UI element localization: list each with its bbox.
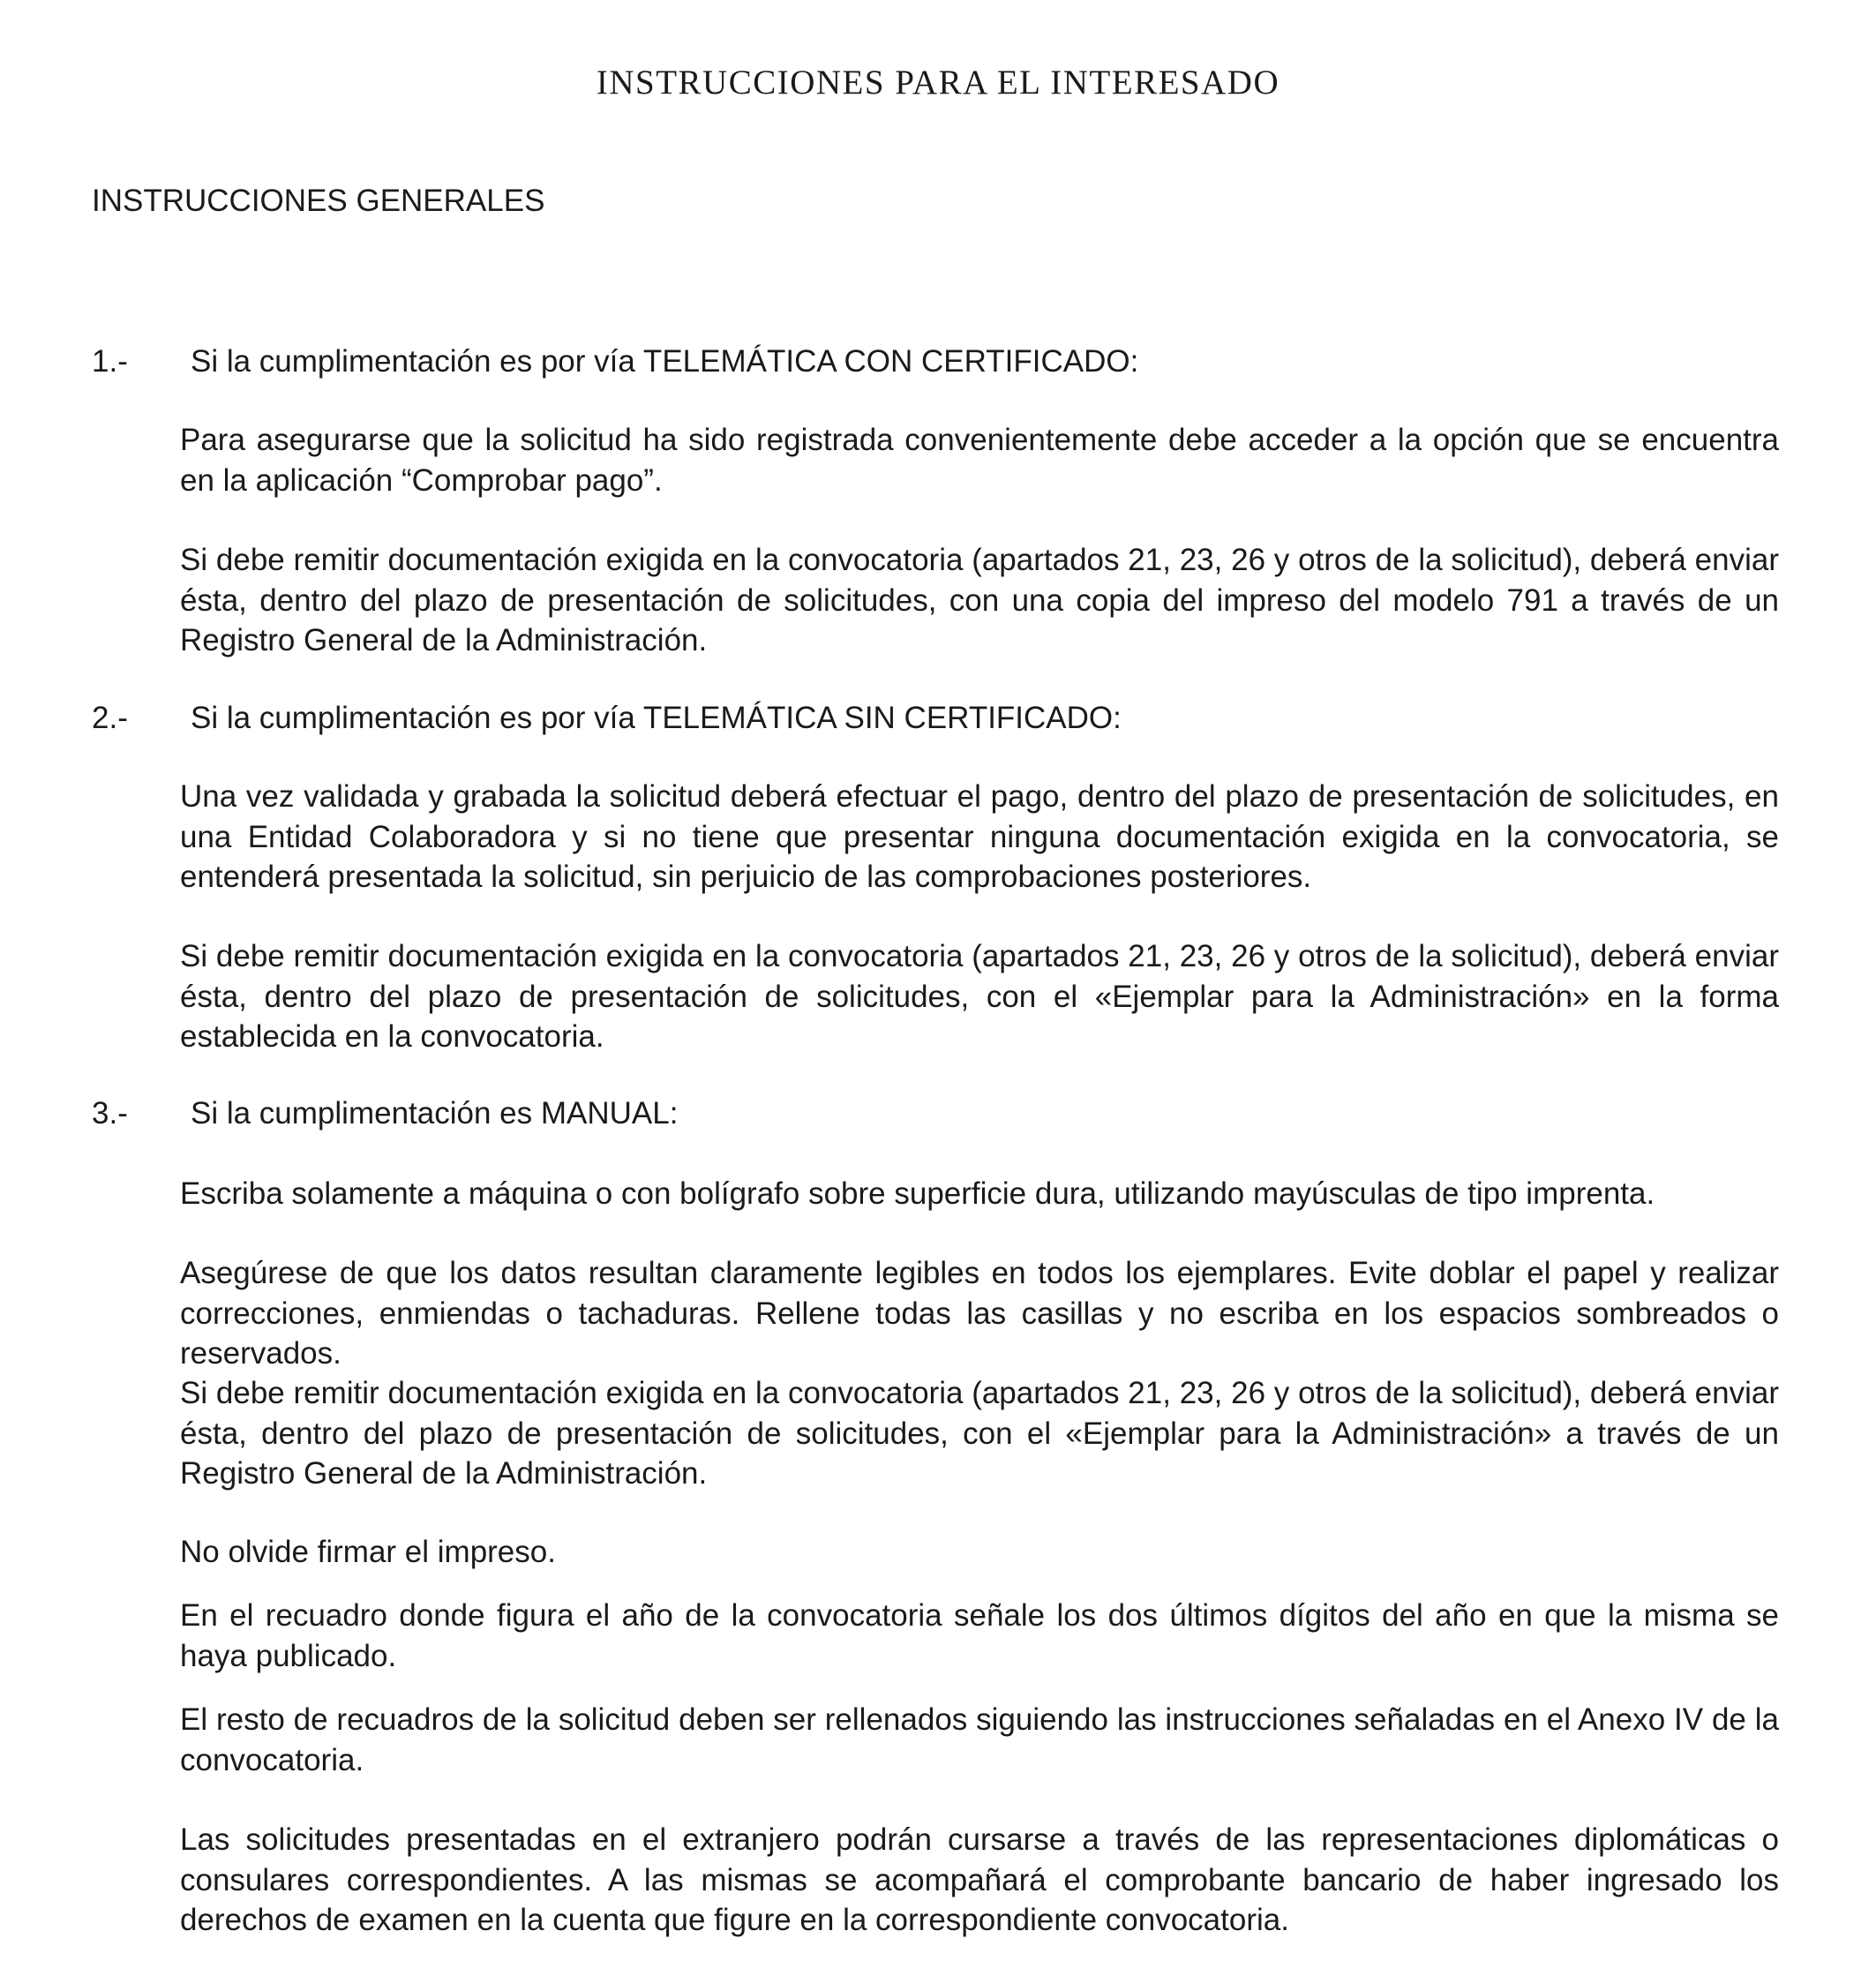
- item-1-paragraph-1: Para asegurarse que la solicitud ha sido registrada convenientemente debe acceder a la opción que se encuentra en la aplicación “Comprobar pago”.: [180, 423, 1779, 498]
- item-3-paragraph-3: Si debe remitir documentación exigida en la convocatoria (apartados 21, 23, 26 y otros de la solicitud), deberá enviar ésta, dentro del plazo de presentación de solicitudes, con el «Ejemplar para la Administración» a través de un Registro General de la Administración.: [180, 1376, 1779, 1491]
- item-3-paragraph-4: No olvide firmar el impreso.: [180, 1535, 556, 1569]
- item-2-paragraph-1: Una vez validada y grabada la solicitud deberá efectuar el pago, dentro del plazo de presentación de solicitudes, en una Entidad Colaboradora y si no tiene que presentar ninguna documentación exigida en la convocatoria, se entenderá presentada la solicitud, sin perjuicio de las comprobaciones posteriores.: [180, 779, 1779, 894]
- item-3-paragraph-6: El resto de recuadros de la solicitud deben ser rellenados siguiendo las instrucciones señaladas en el Anexo IV de la convocatoria.: [180, 1702, 1779, 1777]
- item-3-heading: [92, 1094, 678, 1133]
- item-3-paragraph-5: En el recuadro donde figura el año de la convocatoria señale los dos últimos dígitos del año en que la misma se haya publicado.: [180, 1598, 1779, 1673]
- item-1-paragraph-2: Si debe remitir documentación exigida en la convocatoria (apartados 21, 23, 26 y otros de la solicitud), deberá enviar ésta, dentro del plazo de presentación de solicitudes, con una copia del impreso del modelo 791 a través de un Registro General de la Administración.: [180, 543, 1779, 657]
- item-3-paragraph-7: Las solicitudes presentadas en el extranjero podrán cursarse a través de las representaciones diplomáticas o consulares correspondientes. A las mismas se acompañará el comprobante bancario de haber ingresado los derechos de examen en la cuenta que figure en la correspondiente convocatoria.: [180, 1822, 1779, 1937]
- item-2-title: Si la cumplimentación es por vía TELEMÁTICA SIN CERTIFICADO:: [191, 701, 1122, 735]
- item-3-paragraph-1: Escriba solamente a máquina o con bolígrafo sobre superficie dura, utilizando mayúsculas de tipo imprenta.: [180, 1176, 1655, 1211]
- item-1-heading: [92, 342, 1138, 381]
- item-3-paragraph-2: Asegúrese de que los datos resultan claramente legibles en todos los ejemplares. Evite doblar el papel y realizar correcciones, enmiendas o tachaduras. Rellene todas las casillas y no escriba en los espacios sombreados o reservados.: [180, 1256, 1779, 1371]
- item-1-title: Si la cumplimentación es por vía TELEMÁTICA CON CERTIFICADO:: [191, 344, 1139, 379]
- item-2-paragraph-2: Si debe remitir documentación exigida en la convocatoria (apartados 21, 23, 26 y otros de la solicitud), deberá enviar ésta, dentro del plazo de presentación de solicitudes, con el «Ejemplar para la Administración» en la forma establecida en la convocatoria.: [180, 939, 1779, 1054]
- item-2-number: 2.-: [92, 701, 128, 735]
- item-3-title: Si la cumplimentación es MANUAL:: [191, 1096, 679, 1131]
- item-2-heading: [92, 699, 1122, 738]
- item-3-number: 3.-: [92, 1096, 128, 1131]
- section-heading: INSTRUCCIONES GENERALES: [92, 184, 545, 218]
- item-1-number: 1.-: [92, 344, 128, 379]
- document-title: INSTRUCCIONES PARA EL INTERESADO: [596, 64, 1280, 101]
